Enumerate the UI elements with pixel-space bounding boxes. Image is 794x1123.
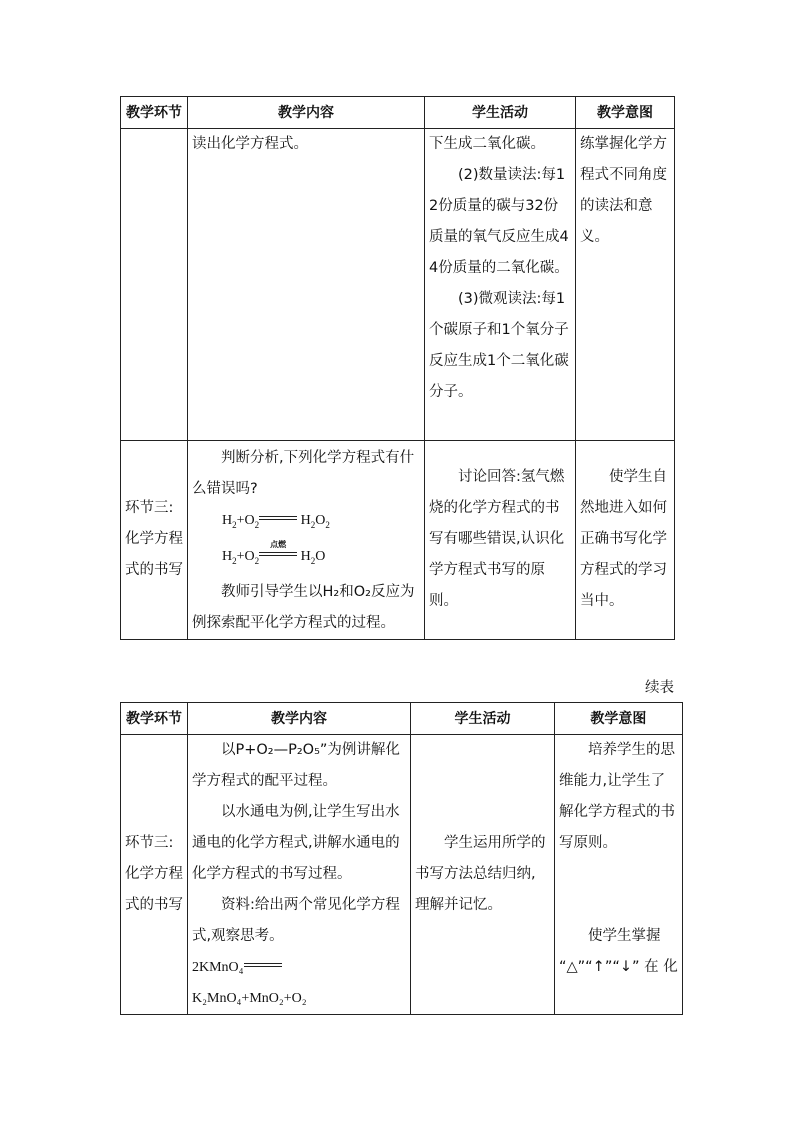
- content-outro: 教师引导学生以H₂和O₂反应为例探索配平化学方程式的过程。: [192, 583, 415, 631]
- cell-intent: [576, 129, 675, 441]
- intent-text: 练掌握化学方程式不同角度的读法和意义。: [580, 136, 667, 245]
- header-row: [121, 703, 683, 735]
- header-intent: 教学意图: [555, 703, 683, 735]
- condition-label: 点燃: [270, 539, 287, 549]
- equation-2: $H_2+O_2$ 点燃 $H_2O$: [222, 539, 326, 566]
- activity-text-1: 下生成二氧化碳。: [429, 136, 545, 152]
- cell-stage: 环节三:化学方程式的书写: [121, 735, 188, 1015]
- header-intent: 教学意图: [576, 97, 675, 129]
- formula-reactant: 2KMnO₄: [192, 960, 244, 975]
- cell-stage: [121, 129, 188, 441]
- cell-intent: [576, 441, 675, 640]
- cell-content: [188, 735, 411, 1015]
- ignition-condition: [259, 539, 297, 560]
- intent-text-1: 培养学生的思维能力,让学生了解化学方程式的书写原则。: [559, 742, 675, 851]
- intent-text-2: 使学生掌握: [588, 928, 661, 944]
- lesson-table-1: [120, 96, 675, 640]
- activity-text-2: (2)数量读法:每12份质量的碳与32份质量的氧气反应生成44份质量的二氧化碳。: [429, 167, 569, 276]
- table-row: [121, 735, 683, 1015]
- formula-line-2: K₂MnO₄+MnO₂+O₂: [192, 991, 307, 1006]
- equation-1: $H_2+O_2$ $H_2O_2$: [222, 513, 330, 530]
- content-text-2: 以水通电为例,让学生写出水通电的化学方程式,讲解水通电的化学方程式的书写过程。: [192, 804, 400, 882]
- equals-sign: [259, 516, 297, 524]
- cell-activity: [411, 735, 555, 1015]
- header-stage: 教学环节: [121, 97, 188, 129]
- cell-activity: [425, 129, 576, 441]
- header-activity: 学生活动: [425, 97, 576, 129]
- table-row: [121, 129, 675, 441]
- activity-text: 学生运用所学的书写方法总结归纳,理解并记忆。: [415, 835, 546, 913]
- cell-intent: [555, 735, 683, 1015]
- content-text: 读出化学方程式。: [192, 136, 308, 152]
- cell-activity: [425, 441, 576, 640]
- cell-content: [188, 441, 425, 640]
- cell-stage: 环节三:化学方程式的书写: [121, 441, 188, 640]
- lesson-table-2: [120, 702, 683, 1015]
- header-activity: 学生活动: [411, 703, 555, 735]
- activity-text-3: (3)微观读法:每1个碳原子和1个氧分子反应生成1个二氧化碳分子。: [429, 291, 569, 400]
- intent-text-3: “△”“↑”“↓” 在 化: [559, 959, 678, 975]
- table-row: [121, 441, 675, 640]
- header-content: 教学内容: [188, 97, 425, 129]
- eq1-left: H: [222, 513, 233, 528]
- header-stage: 教学环节: [121, 703, 188, 735]
- cell-content: [188, 129, 425, 441]
- intent-spacer: [559, 859, 678, 921]
- equals-sign: [244, 963, 282, 971]
- content-text-3: 资料:给出两个常见化学方程式,观察思考。: [192, 897, 400, 944]
- continued-label: 续表: [645, 680, 674, 696]
- intent-text: 使学生自然地进入如何正确书写化学方程式的学习当中。: [580, 469, 667, 610]
- content-intro: 判断分析,下列化学方程式有什么错误吗?: [192, 450, 415, 497]
- activity-text: 讨论回答:氢气燃烧的化学方程式的书写有哪些错误,认识化学方程式书写的原则。: [429, 469, 565, 610]
- header-row: [121, 97, 675, 129]
- header-content: 教学内容: [188, 703, 411, 735]
- content-text-1: 以P+O₂—P₂O₅”为例讲解化学方程式的配平过程。: [192, 742, 400, 789]
- formula-line-1: [192, 952, 406, 983]
